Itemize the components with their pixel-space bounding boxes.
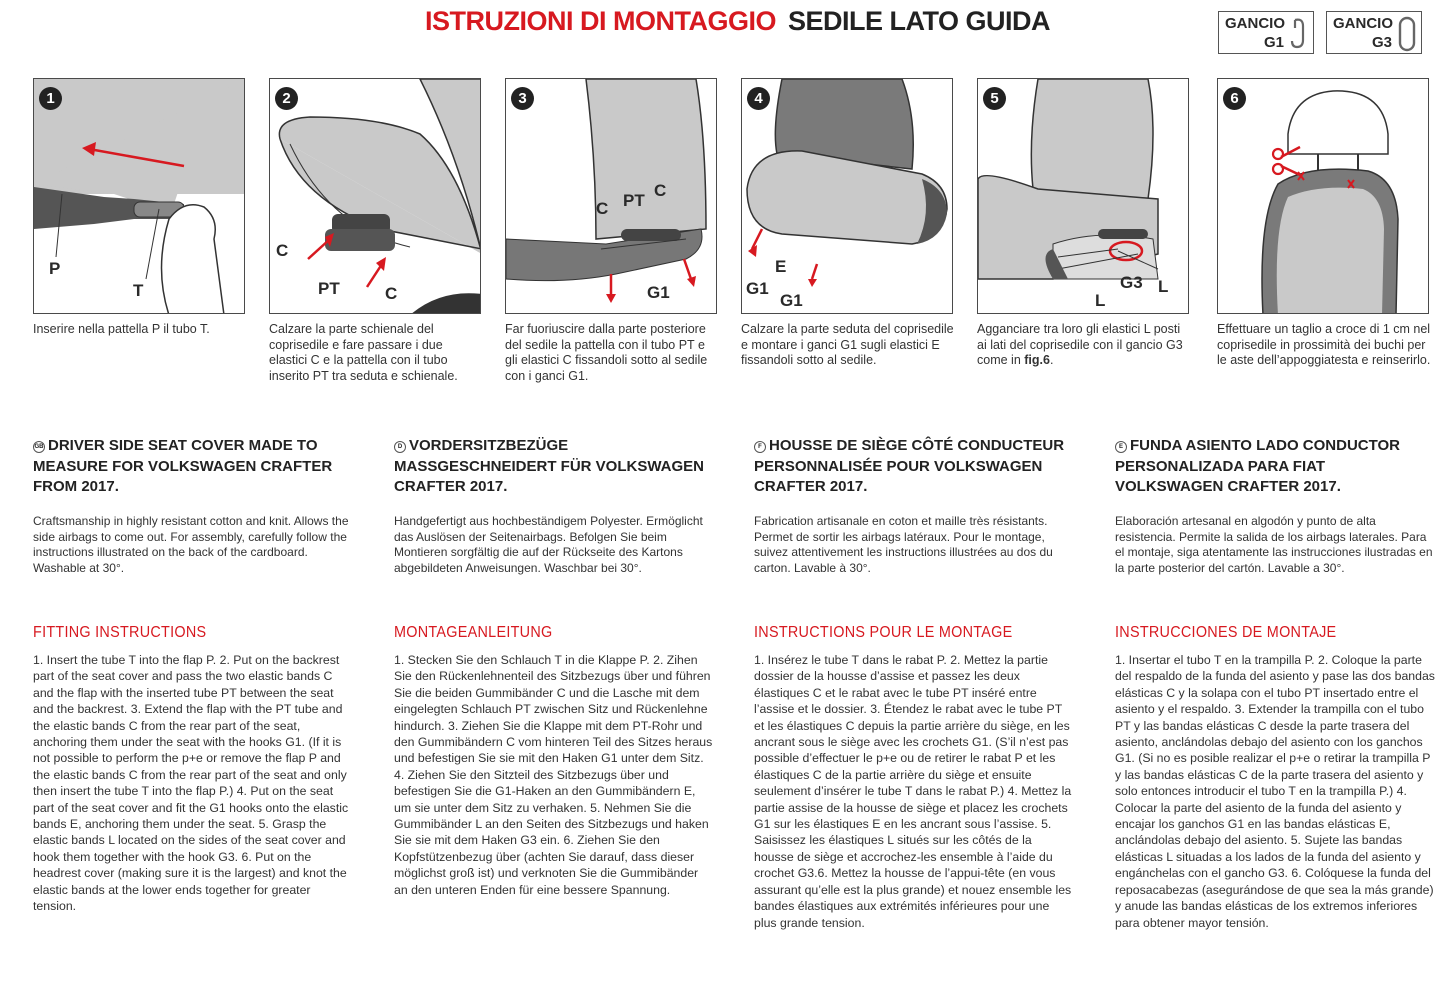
step-1-label-p: P (49, 259, 61, 278)
flag-fr-icon: F (754, 441, 766, 453)
step-5-label-g3: G3 (1120, 273, 1143, 292)
hook-g3-code: G3 (1372, 34, 1393, 51)
fitting-body-de: 1. Stecken Sie den Schlauch T in die Klappe P. 2. Zihen Sie den Rückenlehnenteil des Sitzbezugs über und führen Sie die beiden Gummibänder C und die Lasche mit dem eingelegten Schlauch PT zwischen Sitz und Rückenlehne hindurch. 3. Ziehen Sie die Klappe mit dem PT-Rohr und den Gummibändern C vom hinteren Teil des Sitzes heraus und befestigen Sie sie mit den Haken G1 unter dem Sitz. 4. Ziehen Sie den Sitzteil des Sitzbezugs über und befestigen Sie die G1-Haken an den Gummibändern E, um sie unter dem Sitz zu verhaken. 5. Nehmen Sie die Gummibänder L an den Seiten des Sitzbezugs und haken Sie sie mit dem Haken G3 ein. 6. Ziehen Sie den Kopfstützenbezug über (achten Sie darauf, dass dieser möglichst groß ist) und verknoten Sie die Gummibänder an den unteren Enden für eine bessere Spannung. (394, 653, 713, 897)
seat-recline-figure (270, 79, 481, 314)
seat-back-figure (34, 79, 245, 314)
seat-rear-figure (506, 79, 717, 314)
heading-de-text: VORDERSITZBEZÜGE MASSGESCHNEIDERT FÜR VOLKSWAGEN CRAFTER 2017. (394, 437, 705, 495)
page-title (425, 6, 1050, 37)
step-2-label-c1: C (276, 241, 289, 260)
step-2-label-c2: C (385, 284, 398, 303)
step-6-illustration (1217, 78, 1429, 314)
hook-g1-label: GANCIO (1225, 15, 1285, 32)
step-1-caption: Inserire nella pattella P il tubo T. (33, 322, 210, 336)
step-2-number: 2 (275, 87, 298, 110)
step-3-illustration (505, 78, 717, 314)
flag-de-icon: D (394, 441, 406, 453)
fitting-title-fr: INSTRUCTIONS POUR LE MONTAGE (754, 624, 1013, 641)
headrest-figure (1218, 79, 1424, 314)
hook-g1-icon (1289, 16, 1309, 50)
step-2-caption: Calzare la parte schienale del coprisedile e fare passare i due elastici C e la pattella con il tubo inserito PT tra seduta e schienale. (269, 322, 458, 384)
step-6-caption: Effettuare un taglio a croce di 1 cm nel coprisedile in prossimità dei buchi per le aste dell’appoggiatesta e reinserirlo. (1217, 322, 1431, 368)
hook-g1-legend (1218, 11, 1314, 54)
heading-es-text: FUNDA ASIENTO LADO CONDUCTOR PERSONALIZADA PARA FIAT VOLKSWAGEN CRAFTER 2017. (1115, 437, 1400, 495)
heading-es (1115, 436, 1435, 502)
fitting-title-es: INSTRUCCIONES DE MONTAJE (1115, 624, 1337, 641)
title-red: ISTRUZIONI DI MONTAGGIO (425, 6, 776, 36)
step-5-label-l2: L (1158, 277, 1169, 296)
intro-de: Handgefertigt aus hochbeständigem Polyester. Ermöglicht das Auslösen der Seitenairbags. Befolgen Sie beim Montieren sorgfältig die auf der Rückseite des Kartons abgebildeten Anweisungen. Waschbar bei 30°. (394, 514, 703, 575)
step-5-illustration (977, 78, 1189, 314)
seat-cushion-figure (742, 79, 953, 314)
step-5-number: 5 (983, 87, 1006, 110)
step-3-label-g1: G1 (647, 283, 670, 302)
language-column-fr (754, 436, 1074, 931)
step-5-label-l1: L (1095, 291, 1106, 310)
fitting-title-de: MONTAGEANLEITUNG (394, 624, 553, 641)
step-3-label-c1: C (596, 199, 609, 218)
heading-de (394, 436, 714, 502)
step-5-caption-fig-ref: fig.6 (1024, 353, 1050, 368)
step-1-label-t: T (133, 281, 144, 300)
step-4-label-g1b: G1 (780, 291, 803, 310)
step-2-illustration (269, 78, 481, 314)
intro-gb: Craftsmanship in highly resistant cotton and knit. Allows the side airbags to come out. For assembly, carefully follow the instructions illustrated on the back of the cardboard. Washable at 30°. (33, 514, 349, 575)
heading-gb (33, 436, 353, 502)
step-4-label-e: E (775, 257, 787, 276)
step-1-number: 1 (39, 87, 62, 110)
hook-g3-icon (1397, 16, 1417, 52)
step-3-number: 3 (511, 87, 534, 110)
fitting-title-gb: FITTING INSTRUCTIONS (33, 624, 207, 641)
step-3-caption: Far fuoriuscire dalla parte posteriore del sedile la pattella con il tubo PT e gli elastici C fissandoli sotto al sedile con i ganci G1. (505, 322, 708, 384)
intro-fr: Fabrication artisanale en coton et maille très résistants. Permet de sortir les airbags latéraux. Pour le montage, suivez attentivement les instructions illustrées au dos du carton. Lavable à 30°. (754, 514, 1053, 575)
step-5-caption-text: Agganciare tra loro gli elastici L posti ai lati del coprisedile con il gancio G3 come in (977, 322, 1183, 368)
language-column-de (394, 436, 714, 898)
fitting-body-fr: 1. Insérez le tube T dans le rabat P. 2. Mettez la partie dossier de la housse d’assise et passez les deux élastiques C et le rabat avec le tube PT inséré entre l’assise et le dossier. 3. Étendez le rabat avec le tube PT et les élastiques C depuis la partie arrière du siège, en les ancrant sous le siège avec les crochets G1. (S’il n’est pas possible d’effectuer le p+e ou de retirer le rabat P et les élastiques C de la partie arrière du siège et ensuite seulement d’insérer le tube T dans le rabat P.) 4. Mettez la partie assise de la housse de siège et placez les crochets G1 sur les élastiques E en les ancrant sous l’assise. 5. Saisissez les élastiques L situés sur les côtés de la housse de siège et accrochez-les ensemble à l’aide du crochet G3.6. Mettez la housse de l’appui-tête (en vous assurant qu’elle est la plus grande) et nouez ensemble les bandes élastiques aux extrémités inférieures pour une plus grande tension. (754, 653, 1072, 930)
step-4-number: 4 (747, 87, 770, 110)
heading-gb-text: DRIVER SIDE SEAT COVER MADE TO MEASURE FOR VOLKSWAGEN CRAFTER FROM 2017. (33, 437, 333, 495)
step-3-label-c2: C (654, 181, 667, 200)
language-column-es (1115, 436, 1435, 931)
step-4-label-g1a: G1 (746, 279, 769, 298)
fitting-body-es: 1. Insertar el tubo T en la trampilla P. 2. Coloque la parte del respaldo de la funda del asiento y pase las dos bandas elásticas C y la solapa con el tubo PT insertado entre el asiento y el respaldo. 3. Extender la trampilla con el tubo PT y las bandas elásticas C desde la parte trasera del asiento, anclándolas debajo del asiento con los ganchos G1. (Si no es posible realizar el p+e o retirar la trampilla P y las bandas elásticas C de la parte trasera del asiento y solo entonces introducir el tubo T en la trampilla P.) 4. Colocar la parte del asiento de la funda del asiento y encajar los ganchos G1 en las bandas elásticas E, anclándolas debajo del asiento. 5. Sujete las bandas elásticas L situadas a los lados de la funda del asiento y engánchelas con el gancho G3. 6. Colóquese la funda del reposacabezas (asegurándose de que sea la más grande) y anude las bandas elásticas de los extremos inferiores para obtener mayor tensión. (1115, 653, 1435, 930)
hook-g1-code: G1 (1264, 34, 1285, 51)
step-1-illustration (33, 78, 245, 314)
step-4-caption: Calzare la parte seduta del coprisedile e montare i ganci G1 sugli elastici E fissandoli sotto al sedile. (741, 322, 954, 368)
heading-fr-text: HOUSSE DE SIÈGE CÔTÉ CONDUCTEUR PERSONNALISÉE POUR VOLKSWAGEN CRAFTER 2017. (754, 437, 1065, 495)
heading-fr (754, 436, 1074, 502)
step-3-label-pt: PT (623, 191, 645, 210)
step-5-caption (977, 322, 1192, 369)
step-2-label-pt: PT (318, 279, 340, 298)
hook-g3-legend (1326, 11, 1422, 54)
step-4-illustration (741, 78, 953, 314)
flag-gb-icon: GB (33, 441, 45, 453)
title-black: SEDILE LATO GUIDA (787, 6, 1050, 36)
step-5-caption-end: . (1049, 353, 1054, 368)
hook-g3-label: GANCIO (1333, 15, 1393, 32)
flag-es-icon: E (1115, 441, 1127, 453)
fitting-body-gb: 1. Insert the tube T into the flap P. 2. Put on the backrest part of the seat cover and pass the two elastic bands C and the flap with the inserted tube PT between the seat and the backrest. 3. Extend the flap with the PT tube and the elastic bands C from the rear part of the seat, anchoring them under the seat with the hooks G1. (If it is not possible to perform the p+e or remove the flap P and the elastic bands C from the rear part of the seat and only then insert the tube T into the flap P.) 4. Put on the seat part of the seat cover and fit the G1 hooks onto the elastic bands E, anchoring them under the seat. 5. Grasp the elastic bands L located on the sides of the seat cover and hook them together with the hook G3. 6. Put on the headrest cover (making sure it is the largest) and knot the elastic bands at the lower ends together for greater tension. (33, 653, 349, 914)
language-column-gb (33, 436, 353, 915)
step-6-number: 6 (1223, 87, 1246, 110)
intro-es: Elaboración artesanal en algodón y punto de alta resistencia. Permite la salida de los airbags laterales. Para el montaje, siga atentamente las instrucciones ilustradas en la parte posterior del cartón. Lavable a 30°. (1115, 514, 1433, 575)
